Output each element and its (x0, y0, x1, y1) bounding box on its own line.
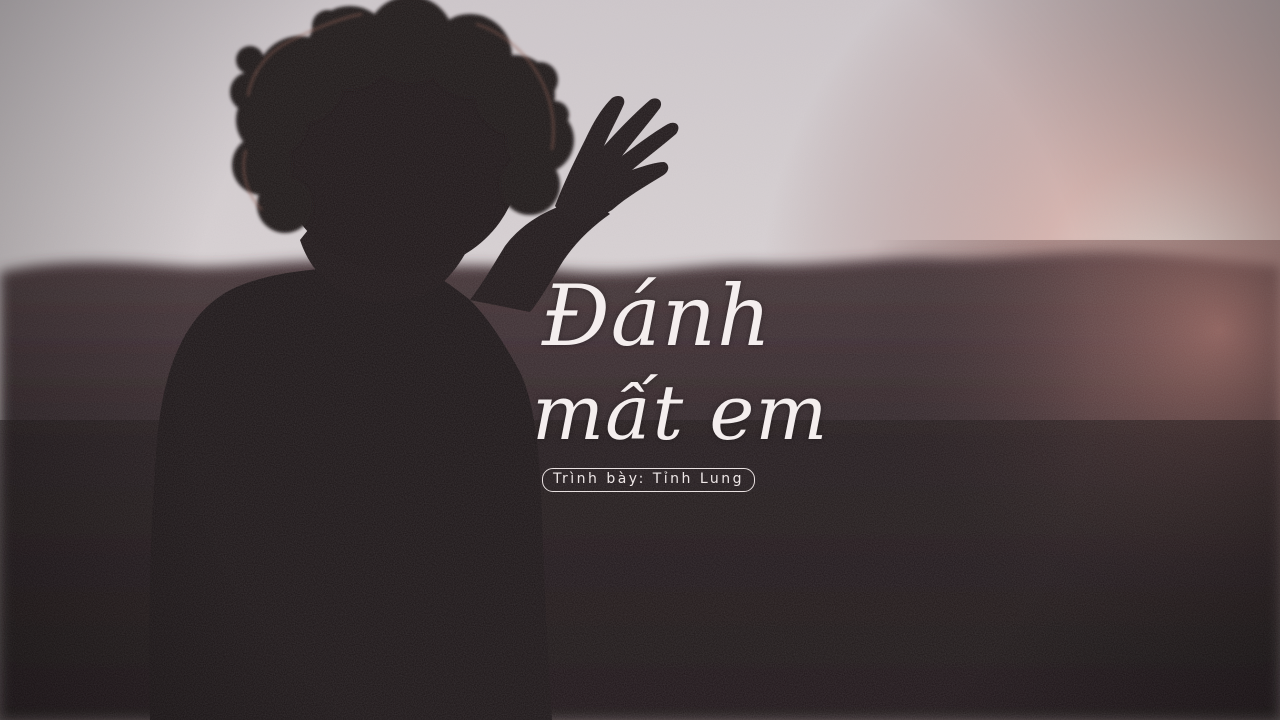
song-title-line-2: mất em (532, 368, 829, 457)
performer-credit-badge: Trình bày: Tỉnh Lung (542, 468, 755, 492)
song-title-line-1: Đánh (542, 267, 773, 365)
title-block (520, 268, 850, 508)
